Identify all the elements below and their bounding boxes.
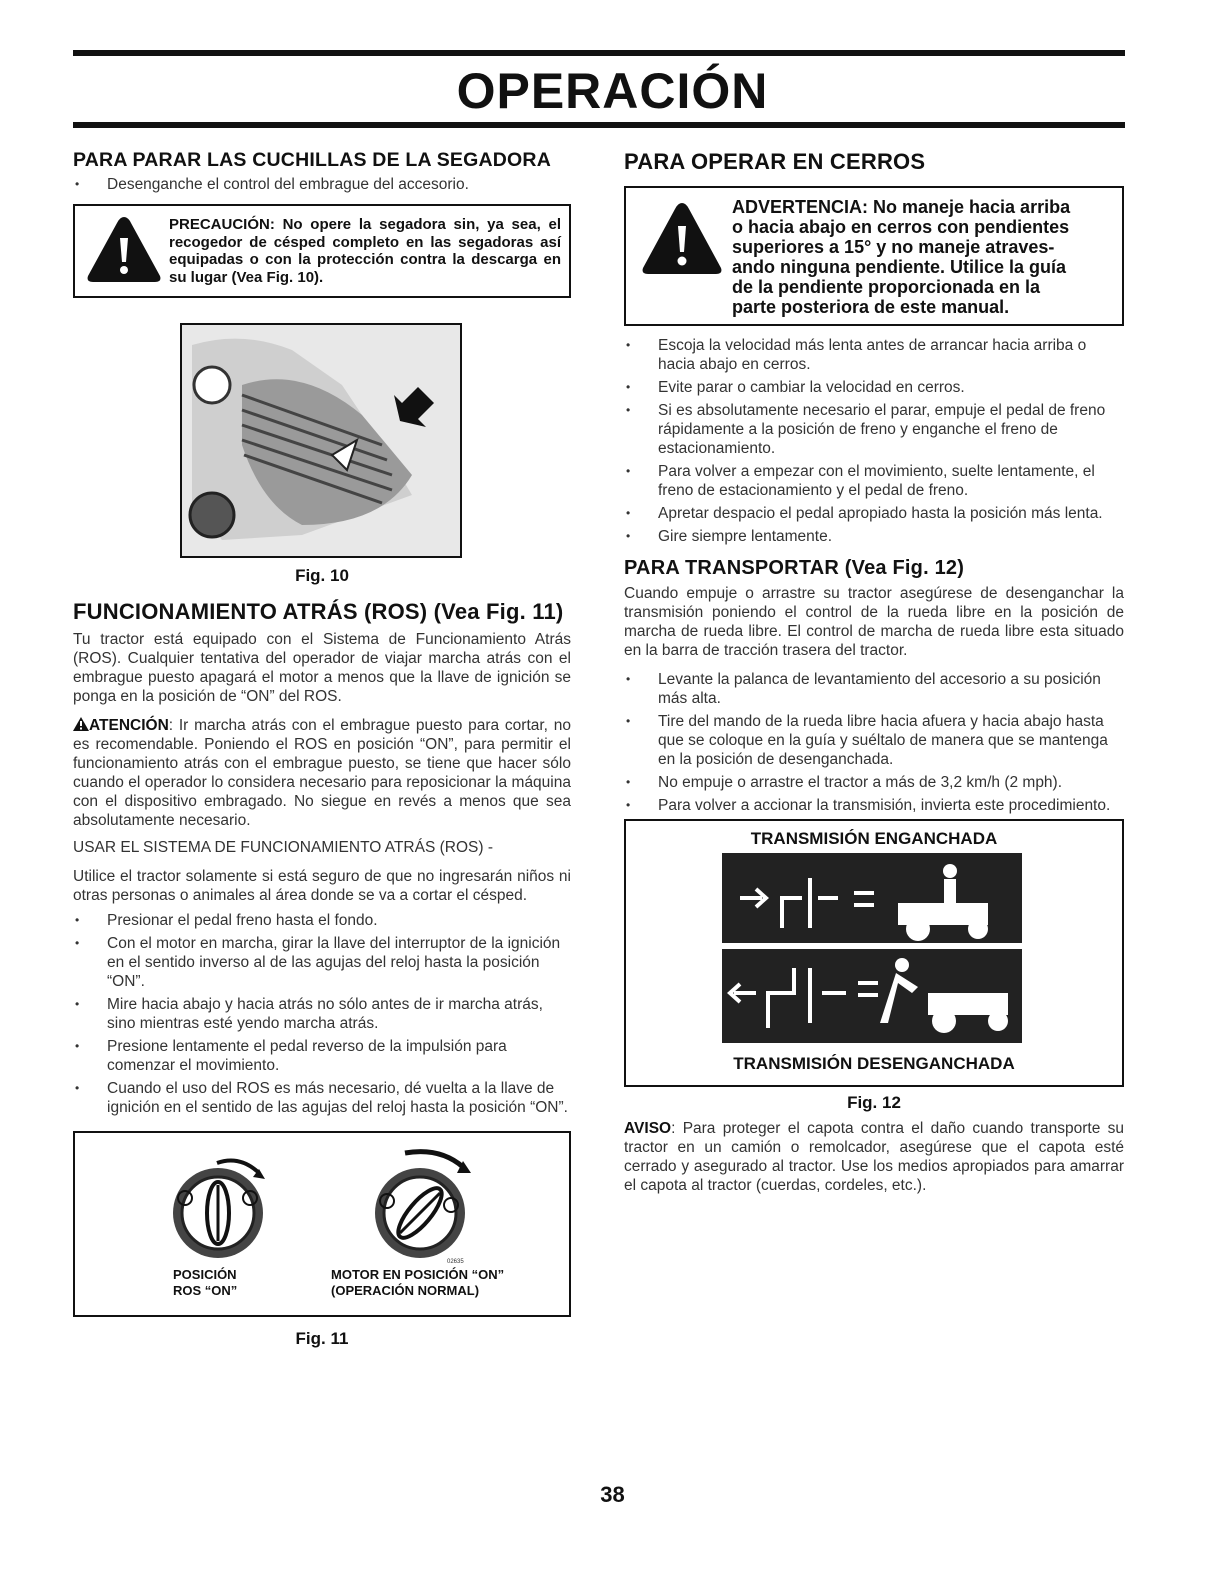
hill-warning-box (624, 186, 1124, 326)
ros-steps-list (73, 911, 571, 1117)
list-item: • No empuje o arrastre el tractor a más de 3,2 km/h (2 mph). (624, 773, 1124, 792)
page-title: OPERACIÓN (456, 63, 769, 119)
list-item: • Apretar despacio el pedal apropiado hasta la posición más lenta. (624, 504, 1124, 523)
list-item: • Cuando el uso del ROS es más necesario, dé vuelta a la llave de ignición en el sentido de las agujas del reloj hasta la posición “ON”. (73, 1079, 571, 1117)
figure-11-caption: Fig. 11 (295, 1329, 349, 1348)
warning-triangle-icon (85, 214, 163, 284)
ros-on-label-line-1: POSICIÓN (173, 1267, 237, 1282)
motor-on-label-line-1: MOTOR EN POSICIÓN “ON” (331, 1267, 505, 1282)
list-item: • Levante la palanca de levantamiento del accesorio a su posición más alta. (624, 670, 1124, 708)
list-item: • Presionar el pedal freno hasta el fondo. (73, 911, 571, 930)
top-rule (73, 50, 1125, 56)
transport-intro-paragraph: Cuando empuje o arrastre su tractor asegúrese de desenganchar la transmisión poniendo el control de la rueda libre en la posición de marcha de rueda libre. El control de marcha de rueda libre esta situado en la barra de tracción trasera del tractor. (624, 585, 1124, 659)
list-item: • Gire siempre lentamente. (624, 527, 1124, 546)
ros-intro-paragraph: Tu tractor está equipado con el Sistema de Funcionamiento Atrás (ROS). Cualquier tentativa del operador de viajar marcha atrás con el embrague puesto apagará el motor a menos que la llave de ignición se ponga en la posición de “ON” del ROS. (73, 631, 571, 705)
left-column (73, 148, 571, 1349)
notice-text: : Para proteger el capota contra el daño cuando transporte su tractor en un camión o remolcador, asegúrese que el capota esté cerrado y asegurado al tractor. Use los medios apropiados para amarrar el capota al tractor (cuerdas, cordeles, etc.). (624, 1120, 1124, 1194)
list-item: • Desenganche el control del embrague del accesorio. (73, 175, 571, 194)
section-heading-hills: PARA OPERAR EN CERROS (624, 149, 926, 174)
warning-line: o hacia abajo en cerros con pendientes (732, 217, 1070, 237)
mower-discharge-illustration (182, 325, 460, 556)
list-item: • Evite parar o cambiar la velocidad en cerros. (624, 378, 1124, 397)
figure-11-code: 02635 (447, 1259, 464, 1265)
list-item: • Para volver a accionar la transmisión, invierta este procedimiento. (624, 796, 1124, 815)
warning-line: ADVERTENCIA: No maneje hacia arriba (732, 197, 1071, 217)
transmission-diagram (722, 853, 1022, 1043)
transmission-engaged-label: TRANSMISIÓN ENGANCHADA (750, 829, 998, 848)
list-item: • Mire hacia abajo y hacia atrás no sólo antes de ir marcha atrás, sino mientras esté yendo marcha atrás. (73, 995, 571, 1033)
figure-10-caption: Fig. 10 (295, 566, 349, 585)
ignition-switch-illustration (75, 1133, 569, 1273)
warning-triangle-icon (73, 717, 89, 731)
section-heading-ros: FUNCIONAMIENTO ATRÁS (ROS) (Vea Fig. 11) (73, 599, 564, 624)
figure-10-mower-illustration (180, 323, 462, 558)
list-item: • Con el motor en marcha, girar la llave del interruptor de la ignición en el sentido inverso al de las agujas del reloj hasta la posición “ON”. (73, 934, 571, 991)
motor-on-label-line-2: (OPERACIÓN NORMAL) (331, 1283, 480, 1298)
warning-line: ando ninguna pendiente. Utilice la guía (732, 257, 1067, 277)
transport-notice-paragraph (624, 1119, 1124, 1195)
list-item: • Para volver a empezar con el movimiento, suelte lentamente, el freno de estacionamiento y el pedal de freno. (624, 462, 1124, 500)
warning-triangle-icon (640, 200, 724, 276)
attention-label: ATENCIÓN (89, 717, 169, 734)
transport-steps-list (624, 670, 1124, 815)
warning-line: parte posteriora de este manual. (732, 297, 1010, 317)
ros-usage-paragraph: Utilice el tractor solamente si está seguro de que no ingresarán niños ni otras personas o animales al área donde se va a cortar el césped. (73, 868, 571, 904)
ros-attention-paragraph (73, 716, 571, 830)
right-column (624, 148, 1124, 1195)
list-item: • Tire del mando de la rueda libre hacia afuera y hacia abajo hasta que se coloque en la guía y suéltalo de manera que se mantenga en la posición de desenganchada. (624, 712, 1124, 769)
title-underline-rule (73, 122, 1125, 128)
ros-subheading: USAR EL SISTEMA DE FUNCIONAMIENTO ATRÁS (ROS) - (73, 839, 493, 856)
figure-12-caption: Fig. 12 (847, 1093, 901, 1112)
ignition-switch-ros-icon (173, 1161, 265, 1258)
hill-warning-text (732, 197, 1092, 317)
ignition-switch-on-icon (375, 1152, 471, 1258)
transmission-disengaged-label: TRANSMISIÓN DESENGANCHADA (733, 1054, 1015, 1073)
attention-text: : Ir marcha atrás con el embrague puesto para cortar, no es recomendable. Poniendo el ROS en posición “ON”, para permitir el funcionamiento atrás con el embrague puesto, se tiene que hacer sólo cuando el operador lo considera necesario para reposicionar la máquina con el dispositivo embragado. No siegue en revés a menos que sea absolutamente necesario. (73, 717, 571, 829)
list-item: • Si es absolutamente necesario el parar, empuje el pedal de freno rápidamente a la posición de freno y enganche el freno de estacionamiento. (624, 401, 1124, 458)
motor-on-label (331, 1267, 504, 1299)
caution-text: PRECAUCIÓN: No opere la segadora sin, ya sea, el recogedor de césped completo en las segadoras así equipadas o con la protección contra la descarga en su lugar (Vea Fig. 10). (169, 216, 561, 286)
figure-12-transmission (624, 819, 1124, 1087)
figure-11-ignition-switch (73, 1131, 571, 1317)
warning-line: superiores a 15° y no maneje atraves- (732, 237, 1055, 257)
notice-label: AVISO (624, 1120, 672, 1137)
list-item: • Escoja la velocidad más lenta antes de arrancar hacia arriba o hacia abajo en cerros. (624, 336, 1124, 374)
ros-on-label (173, 1267, 237, 1299)
list-item: • Presione lentamente el pedal reverso de la impulsión para comenzar el movimiento. (73, 1037, 571, 1075)
section-heading-stop-blades: PARA PARAR LAS CUCHILLAS DE LA SEGADORA (73, 149, 551, 171)
ros-on-label-line-2: ROS “ON” (173, 1283, 238, 1298)
warning-line: de la pendiente proporcionada en la (732, 277, 1041, 297)
section-heading-transport: PARA TRANSPORTAR (Vea Fig. 12) (624, 557, 965, 579)
caution-box (73, 204, 571, 298)
hill-tips-list (624, 336, 1124, 546)
page-number: 38 (600, 1482, 625, 1507)
